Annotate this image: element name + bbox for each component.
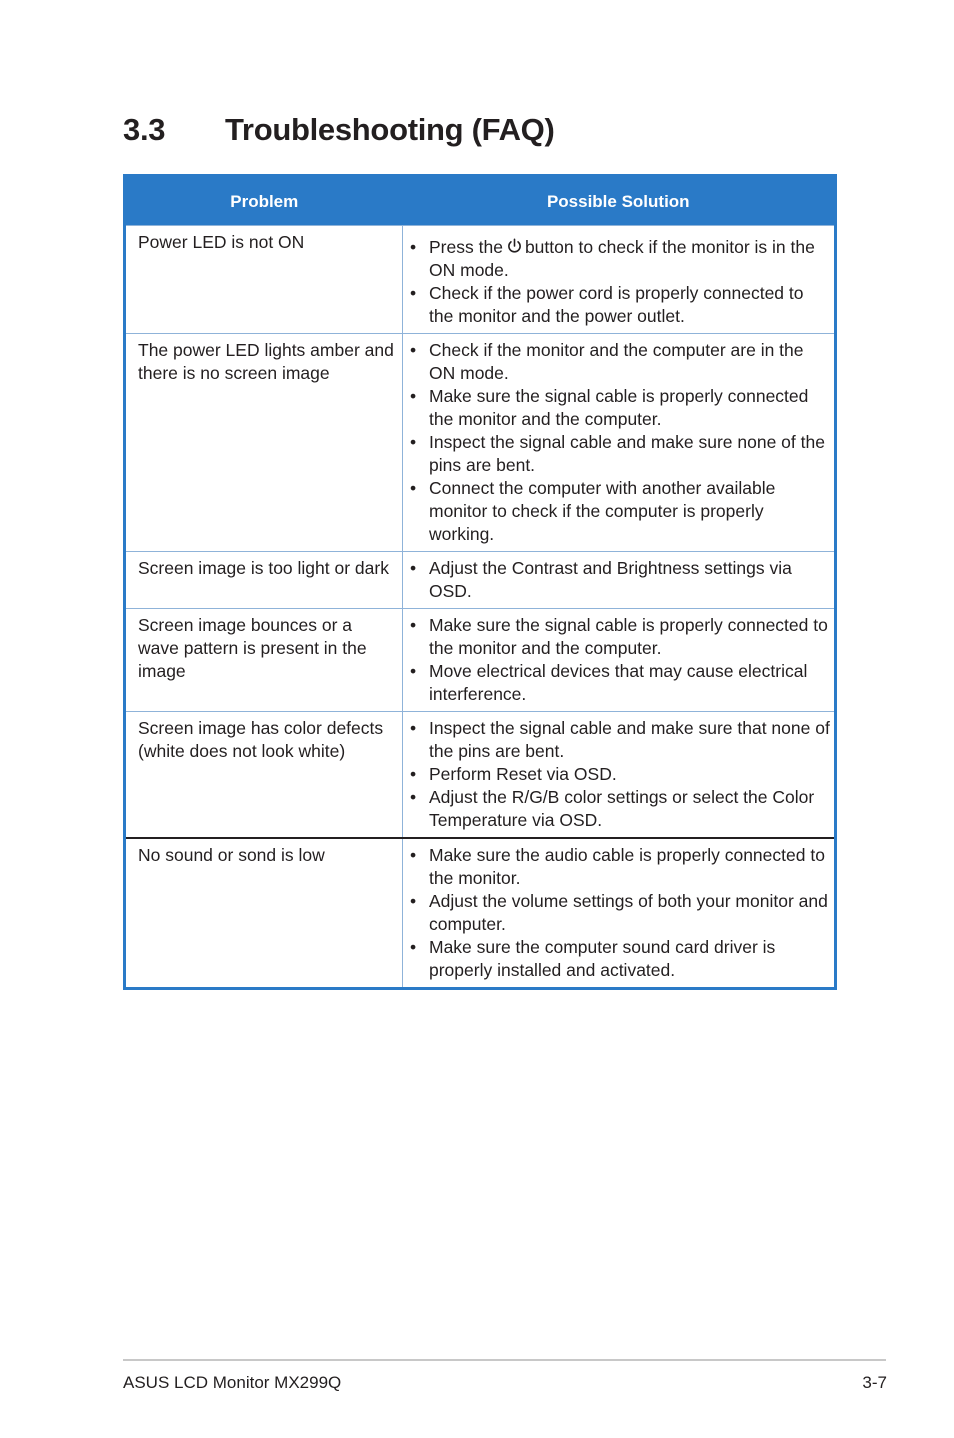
- bullet: •: [410, 478, 417, 498]
- solution-text: Make sure the signal cable is properly connected the monitor and the computer.: [429, 386, 809, 429]
- bullet: •: [410, 615, 417, 635]
- bullet: •: [410, 661, 417, 681]
- bullet: •: [410, 764, 417, 784]
- bullet: •: [410, 718, 417, 738]
- solution-item: [407, 477, 830, 546]
- solution-cell: [403, 609, 836, 712]
- solution-text: Make sure the computer sound card driver is properly installed and activated.: [429, 937, 776, 980]
- table-row: [125, 838, 836, 989]
- solution-item: [407, 339, 830, 385]
- solution-text: Adjust the R/G/B color settings or select the Color Temperature via OSD.: [429, 787, 815, 830]
- solution-item: [407, 614, 830, 660]
- solution-text: Make sure the signal cable is properly connected to the monitor and the computer.: [429, 615, 828, 658]
- solution-list: [407, 844, 830, 982]
- faq-table: [123, 174, 837, 990]
- solution-item: [407, 763, 830, 786]
- bullet: •: [410, 386, 417, 406]
- table-row: [125, 226, 836, 334]
- solution-text: Connect the computer with another available monitor to check if the computer is properly working.: [429, 478, 776, 544]
- bullet: •: [410, 891, 417, 911]
- footer-divider: [123, 1359, 886, 1361]
- solution-list: [407, 614, 830, 706]
- solution-cell: [403, 334, 836, 552]
- problem-cell: The power LED lights amber and there is no screen image: [125, 334, 403, 552]
- problem-cell: Power LED is not ON: [125, 226, 403, 334]
- footer-product-name: ASUS LCD Monitor MX299Q: [123, 1373, 342, 1392]
- solution-list: [407, 339, 830, 546]
- bullet: •: [410, 558, 417, 578]
- solution-list: [407, 557, 830, 603]
- solution-item: [407, 844, 830, 890]
- solution-text: Make sure the audio cable is properly connected to the monitor.: [429, 845, 825, 888]
- solution-item: [407, 557, 830, 603]
- table-header-row: [125, 176, 836, 226]
- problem-cell: Screen image is too light or dark: [125, 552, 403, 609]
- solution-cell: [403, 226, 836, 334]
- solution-item: [407, 236, 830, 282]
- solution-text: Inspect the signal cable and make sure none of the pins are bent.: [429, 432, 825, 475]
- bullet: •: [410, 845, 417, 865]
- solution-text: Inspect the signal cable and make sure that none of the pins are bent.: [429, 718, 830, 761]
- solution-item: [407, 660, 830, 706]
- bullet: •: [410, 787, 417, 807]
- problem-cell: Screen image has color defects (white does not look white): [125, 712, 403, 839]
- bullet: •: [410, 237, 417, 257]
- solution-text: Check if the monitor and the computer are in the ON mode.: [429, 340, 804, 383]
- solution-text-after-icon: button to check if the monitor is in the ON mode.: [429, 237, 815, 280]
- solution-item: [407, 890, 830, 936]
- bullet: •: [410, 432, 417, 452]
- solution-cell: [403, 838, 836, 989]
- section-title-text: Troubleshooting (FAQ): [225, 112, 555, 147]
- solution-list: [407, 717, 830, 832]
- solution-text-before-icon: Press the: [429, 237, 503, 257]
- solution-item: [407, 786, 830, 832]
- bullet: •: [410, 937, 417, 957]
- solution-item: [407, 936, 830, 982]
- solution-item: [407, 282, 830, 328]
- bullet: •: [410, 340, 417, 360]
- solution-text: Adjust the Contrast and Brightness settings via OSD.: [429, 558, 792, 601]
- table-row: [125, 712, 836, 839]
- solution-list: [407, 236, 830, 328]
- problem-column-header: Problem: [125, 176, 403, 226]
- solution-cell: [403, 552, 836, 609]
- section-number: 3.3: [123, 112, 166, 147]
- solution-cell: [403, 712, 836, 839]
- solution-text: Move electrical devices that may cause electrical interference.: [429, 661, 808, 704]
- solution-item: [407, 385, 830, 431]
- solution-text: Adjust the volume settings of both your monitor and computer.: [429, 891, 828, 934]
- problem-cell: Screen image bounces or a wave pattern is present in the image: [125, 609, 403, 712]
- table-row: [125, 552, 836, 609]
- solution-item: [407, 717, 830, 763]
- solution-item: [407, 431, 830, 477]
- bullet: •: [410, 283, 417, 303]
- section-title: [123, 112, 555, 148]
- footer-page-number: 3-7: [862, 1373, 887, 1392]
- table-row: [125, 334, 836, 552]
- solution-text: Check if the power cord is properly connected to the monitor and the power outlet.: [429, 283, 804, 326]
- solution-column-header: Possible Solution: [403, 176, 836, 226]
- problem-cell: No sound or sond is low: [125, 838, 403, 989]
- table-row: [125, 609, 836, 712]
- power-icon: [507, 238, 522, 254]
- solution-text: Perform Reset via OSD.: [429, 764, 617, 784]
